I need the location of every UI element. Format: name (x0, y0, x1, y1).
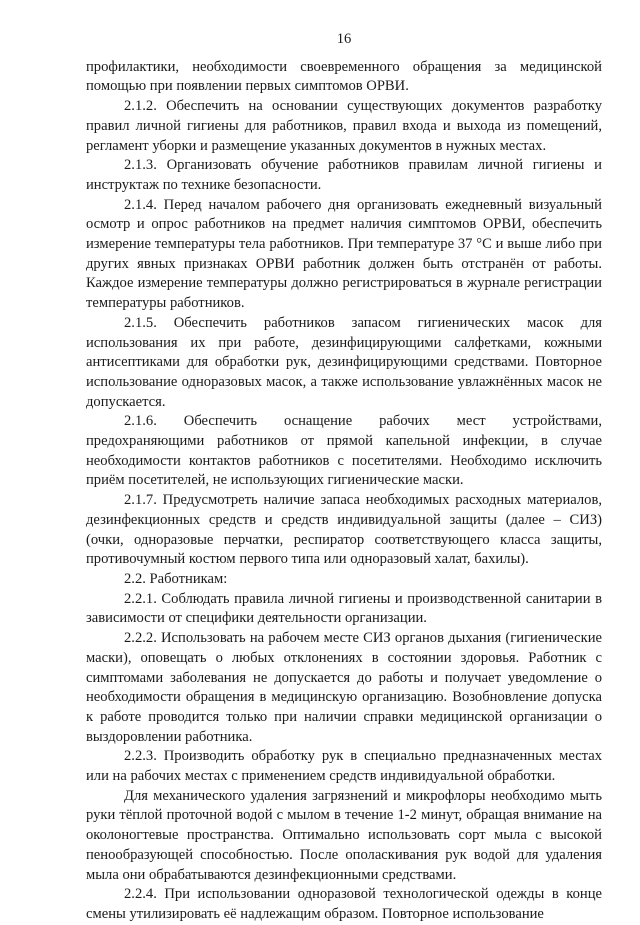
paragraph: 2.1.7. Предусмотреть наличие запаса необходимых расходных материалов, дезинфекционных средств и средств индивидуальной защиты (далее – СИЗ) (очки, одноразовые перчатки, респиратор соответствующего класса защиты, противочумный костюм первого типа или одноразовый халат, бахилы). (86, 492, 602, 568)
paragraph: 2.2.4. При использовании одноразовой технологической одежды в конце смены утилизировать её надлежащим образом. Повторное использование (86, 886, 602, 922)
document-body (86, 58, 602, 925)
paragraph: 2.1.2. Обеспечить на основании существующих документов разработку правил личной гигиены для работников, правил входа и выхода из помещений, регламент уборки и размещение указанных документов в нужных местах. (86, 98, 602, 154)
document-page (86, 30, 602, 925)
page-number: 16 (336, 31, 352, 47)
paragraph: 2.2. Работникам: (124, 570, 228, 587)
paragraph: 2.1.4. Перед началом рабочего дня организовать ежедневный визуальный осмотр и опрос работников на предмет наличия симптомов ОРВИ, обеспечить измерение температуры тела работников. При температуре 37 °С и выше либо при других явных признаках ОРВИ работник должен быть отстранён от работы. Каждое измерение температуры должно регистрироваться в журнале регистрации температуры работников. (86, 196, 602, 312)
paragraph: профилактики, необходимости своевременного обращения за медицинской помощью при появлении первых симптомов ОРВИ. (86, 58, 602, 95)
paragraph: 2.2.1. Соблюдать правила личной гигиены и производственной санитарии в зависимости от специфики деятельности организации. (86, 590, 602, 627)
paragraph: Для механического удаления загрязнений и микрофлоры необходимо мыть руки тёплой проточной водой с мылом в течение 1-2 минут, обращая внимание на околоногтевые пространства. Оптимально использовать сорт мыла с высокой пенообразующей способностью. После ополаскивания рук водой для удаления мыла они обрабатываются дезинфекционными средствами. (86, 787, 602, 883)
paragraph: 2.1.3. Организовать обучение работников правилам личной гигиены и инструктаж по технике безопасности. (86, 157, 602, 193)
paragraph: 2.1.5. Обеспечить работников запасом гигиенических масок для использования их при работе, дезинфицирующими салфетками, кожными антисептиками для обработки рук, дезинфицирующими средствами. Повторное использование одноразовых масок, а также использование увлажнённых масок не допускается. (86, 314, 602, 410)
paragraph: 2.2.3. Производить обработку рук в специально предназначенных местах или на рабочих местах с применением средств индивидуальной обработки. (86, 748, 602, 785)
paragraph: 2.1.6. Обеспечить оснащение рабочих мест устройствами, предохраняющими работников от прямой капельной инфекции, в случае необходимости контактов работников с посетителями. Необходимо исключить приём посетителей, не использующих гигиенические маски. (86, 413, 602, 489)
paragraph: 2.2.2. Использовать на рабочем месте СИЗ органов дыхания (гигиенические маски), оповещать о любых отклонениях в состоянии здоровья. Работник с симптомами заболевания не допускается до работы и получает уведомление о необходимости обращения в медицинскую организацию. Возобновление допуска к работе проводится только при наличии справки медицинской организации о выздоровлении работника. (86, 630, 602, 745)
